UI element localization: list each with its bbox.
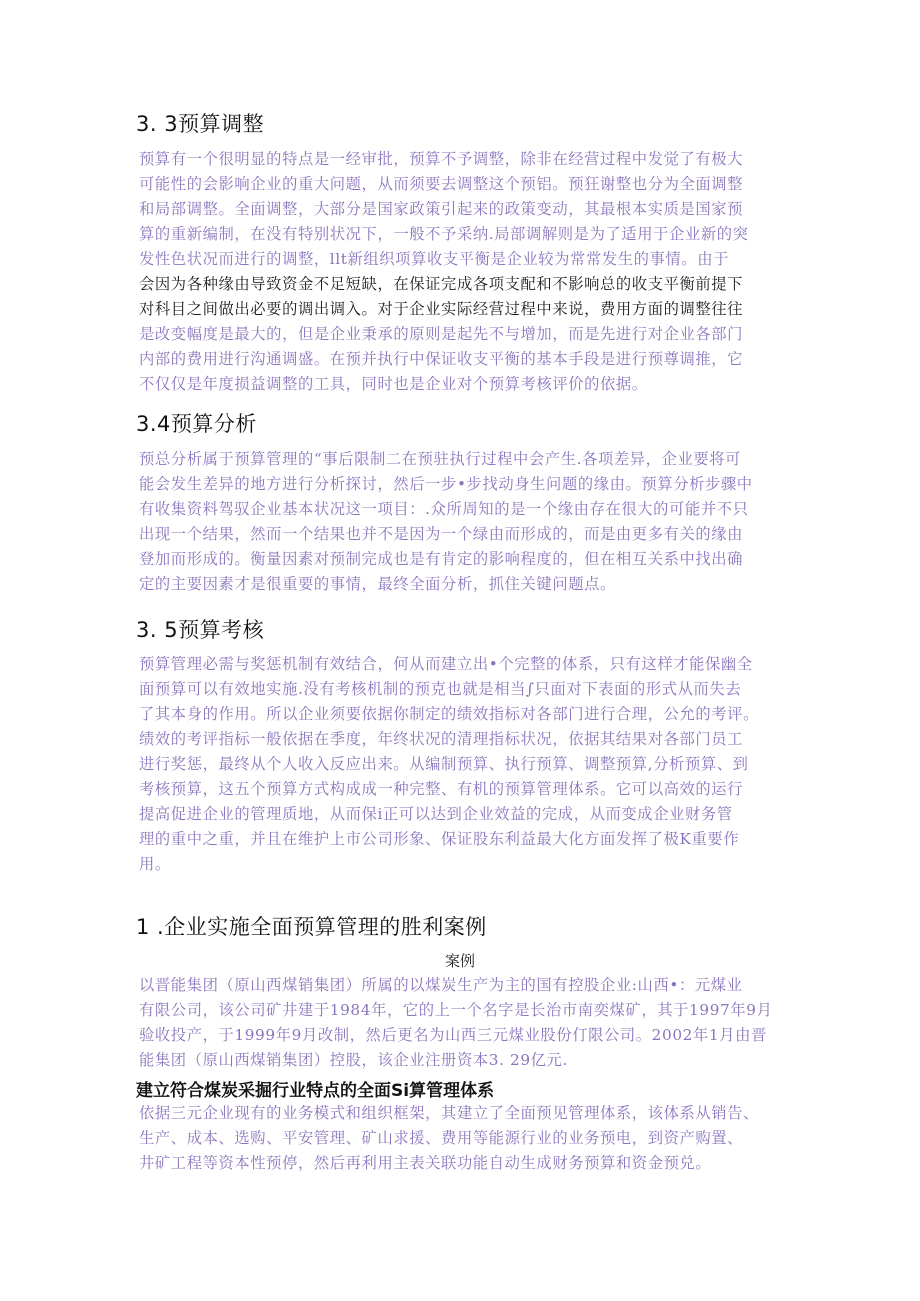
text-line: 预算有一个很明显的特点是一经审批，预算不予调整，除非在经营过程中发觉了有极大 bbox=[139, 150, 744, 168]
text-line: 算的重新编制，在没有特别状况下，一般不予采纳.局部调解则是为了适用于企业新的突 bbox=[139, 225, 749, 243]
text-line: 了其本身的作用。所以企业须要依据你制定的绩效指标对各部门进行合理，公允的考评。 bbox=[139, 705, 759, 723]
text-line: 可能性的会影响企业的重大问题，从而须要去调整这个预铝。预狂谢整也分为全面调整 bbox=[139, 175, 744, 193]
text-line: 对科目之间做出必要的调出调入。对于企业实际经营过程中来说，费用方面的调整往往 bbox=[139, 300, 744, 318]
text-line: 有限公司，该公司矿井建于1984年，它的上一个名字是长治市南奕煤矿，其于1997年9月 bbox=[139, 1001, 773, 1019]
text-line: 依据三元企业现有的业务模式和组织框架，其建立了全面预见管理体系，该体系从销告、 bbox=[139, 1104, 759, 1122]
text-line: 验收投产，于1999年9月改制，然后更名为山西三元煤业股份仃限公司。2002年1月由晋 bbox=[139, 1026, 767, 1044]
text-line: 能会发生差异的地方进行分析探讨，然后一步•步找动身生问题的缘由。预算分析步骤中 bbox=[139, 475, 753, 493]
section-heading-case: 1 .企业实施全面预算管理的胜利案例 bbox=[136, 915, 487, 939]
text-line: 预总分析属于预算管理的“事后限制二在预驻执行过程中会产生.各项差异，企业要将可 bbox=[139, 450, 742, 468]
text-line: 提高促进企业的管理质地，从而保i正可以达到企业效益的完成，从而变成企业财务管 bbox=[139, 805, 733, 823]
case-body bbox=[139, 973, 789, 1073]
subheading-budget-system: 建立符合煤炭采掘行业特点的全面Si算管理体系 bbox=[136, 1081, 495, 1101]
text-line: 进行奖惩，最终从个人收入反应出来。从编制预算、执行预算、调整预算,分析预算、到 bbox=[139, 755, 749, 773]
section-body-3-5 bbox=[139, 652, 789, 877]
budget-system-body bbox=[139, 1101, 789, 1176]
text-line: 不仅仅是年度损益调整的工具，同时也是企业对个预算考核评价的依据。 bbox=[139, 375, 648, 393]
text-line: 发性色状况而进行的调整，llt新组织项算收支平衡是企业较为常常发生的事情。由于 bbox=[139, 250, 730, 268]
text-line: 用。 bbox=[139, 855, 171, 873]
case-label: 案例 bbox=[444, 952, 475, 970]
text-line: 预算管理必需与奖惩机制有效结合，何从而建立出•个完整的体系，只有这样才能保幽全 bbox=[139, 655, 753, 673]
text-line: 和局部调整。全面调整，大部分是国家政策引起来的政策变动，其最根本实质是国家预 bbox=[139, 200, 744, 218]
text-line: 内部的费用进行沟通调盛。在预并执行中保证收支平衡的基本手段是进行预尊调推，它 bbox=[139, 350, 744, 368]
section-body-3-3 bbox=[139, 147, 789, 397]
text-line: 生产、成本、选购、平安管理、矿山求援、费用等能源行业的业务预电，到资产购置、 bbox=[139, 1129, 744, 1147]
text-line: 有收集资料驾驭企业基本状况这一项目：.众所周知的是一个缘由存在很大的可能并不只 bbox=[139, 500, 749, 518]
text-line: 能集团（原山西煤销集团）控股，该企业注册资本3. 29亿元. bbox=[139, 1051, 568, 1069]
text-line: 是改变幅度是最大的，但是企业秉承的原则是起先不与增加，而是先进行对企业各部门 bbox=[139, 325, 744, 343]
text-line: 面预算可以有效地实施.没有考核机制的预克也就是相当∫只面对下表面的形式从而失去 bbox=[139, 680, 742, 698]
text-line: 会因为各种缘由导致资金不足短缺，在保证完成各项支配和不影响总的收支平衡前提下 bbox=[139, 275, 744, 293]
text-line: 登加而形成的。衡量因素对预制完成也是有肯定的影响程度的，但在相互关系中找出确 bbox=[139, 550, 744, 568]
section-heading-3-4: 3.4预算分析 bbox=[136, 412, 257, 436]
text-line: 绩效的考评指标一般依据在季度，年终状况的清理指标状况，依据其结果对各部门员工 bbox=[139, 730, 744, 748]
text-line: 出现一个结果，然而一个结果也并不是因为一个绿由而形成的，而是由更多有关的缘由 bbox=[139, 525, 744, 543]
text-line: 井矿工程等资本性预停，然后再利用主表关联功能自动生成财务预算和资金预兑。 bbox=[139, 1154, 712, 1172]
text-line: 理的重中之重，并且在维护上市公司形象、保证股东利益最大化方面发挥了极K重要作 bbox=[139, 830, 740, 848]
text-line: 考核预算，这五个预算方式构成成一种完整、有机的预算管理体系。它可以高效的运行 bbox=[139, 780, 744, 798]
text-line: 以晋能集团（原山西煤销集团）所属的以煤炭生产为主的国有控股企业:山西•：元煤业 bbox=[139, 976, 743, 994]
section-heading-3-5: 3. 5预算考核 bbox=[136, 618, 265, 642]
section-body-3-4 bbox=[139, 447, 789, 597]
text-line: 定的主要因素才是很重要的事情，最终全面分析，抓住关键问题点。 bbox=[139, 575, 616, 593]
section-heading-3-3: 3. 3预算调整 bbox=[136, 112, 265, 136]
